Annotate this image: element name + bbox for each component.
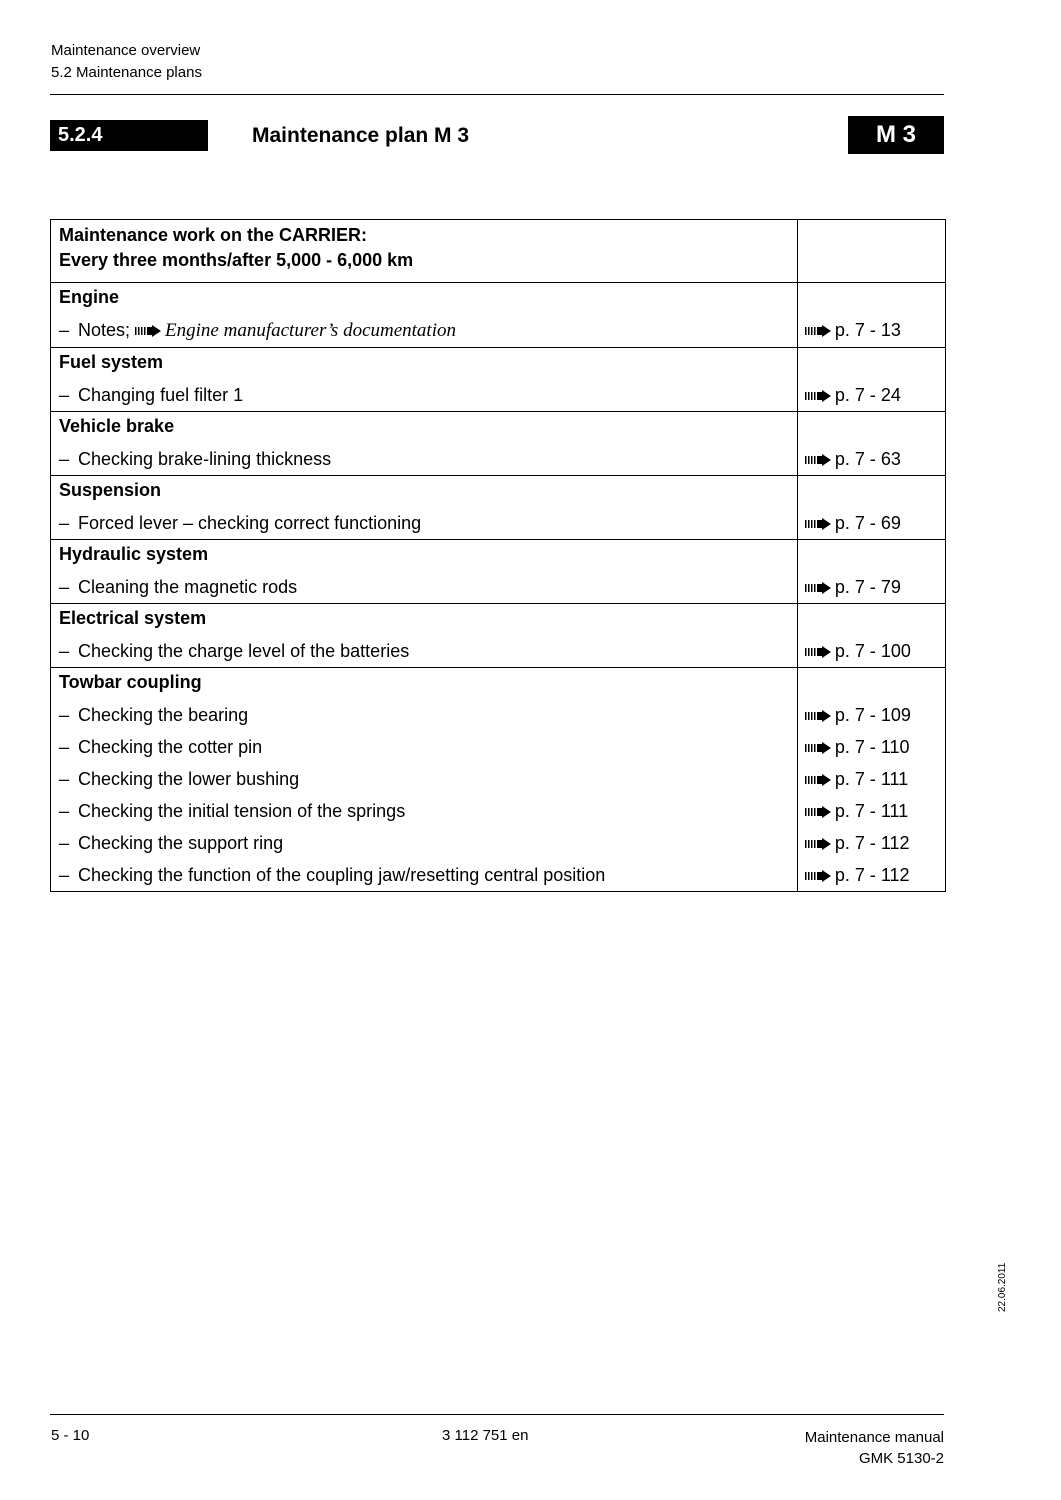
table-header-line1: Maintenance work on the CARRIER: [59, 225, 368, 245]
footer-manual: Maintenance manual [804, 1429, 944, 1446]
revision-date: 22.06.2011 [997, 1262, 1008, 1312]
running-header [51, 40, 202, 84]
task-row [51, 571, 946, 604]
task-cell [51, 859, 798, 892]
page-reference-text: p. 7 - 112 [834, 865, 910, 885]
footer-model: GMK 5130-2 [858, 1450, 944, 1467]
header-chapter: Maintenance overview [51, 42, 201, 59]
category-row [51, 412, 946, 444]
maintenance-table [50, 219, 946, 892]
reference-arrow-icon [805, 838, 835, 850]
category-ref-cell [797, 540, 945, 572]
task-cell [51, 507, 798, 540]
task-text: Engine manufacturer’s documentation [165, 320, 456, 341]
bullet-dash: – [59, 705, 70, 725]
category-ref-cell [797, 348, 945, 380]
bullet-dash: – [59, 577, 70, 597]
category-row [51, 540, 946, 572]
page-reference[interactable] [797, 763, 945, 795]
task-cell [51, 795, 798, 827]
task-prefix: Notes; [78, 320, 131, 340]
reference-arrow-icon [805, 806, 835, 818]
reference-arrow-icon [805, 518, 835, 530]
category-title: Electrical system [51, 604, 798, 636]
bullet-dash: – [59, 385, 70, 405]
task-text: Checking the initial tension of the springs [78, 801, 406, 821]
reference-arrow-icon [805, 710, 835, 722]
task-row [51, 443, 946, 476]
page-reference-text: p. 7 - 111 [834, 769, 909, 789]
task-cell [51, 827, 798, 859]
table-header-line2: Every three months/after 5,000 - 6,000 km [59, 250, 414, 270]
task-cell [51, 443, 798, 476]
page-reference[interactable] [797, 571, 945, 604]
page-reference[interactable] [797, 314, 945, 348]
task-row [51, 379, 946, 412]
task-row [51, 859, 946, 892]
category-ref-cell [797, 668, 945, 700]
task-cell [51, 699, 798, 731]
bullet-dash: – [59, 449, 70, 469]
page-reference-text: p. 7 - 111 [834, 801, 909, 821]
page-reference[interactable] [797, 507, 945, 540]
page-reference[interactable] [797, 795, 945, 827]
page-reference[interactable] [797, 699, 945, 731]
bullet-dash: – [59, 865, 70, 885]
task-text: Checking the lower bushing [78, 769, 300, 789]
reference-arrow-icon [805, 646, 835, 658]
page-reference-text: p. 7 - 112 [834, 833, 910, 853]
category-ref-cell [797, 412, 945, 444]
reference-arrow-icon [805, 870, 835, 882]
task-text: Checking the cotter pin [78, 737, 263, 757]
category-title: Towbar coupling [51, 668, 798, 700]
page-reference-text: p. 7 - 69 [834, 513, 901, 533]
page-reference-text: p. 7 - 79 [834, 577, 901, 597]
category-row [51, 668, 946, 700]
bullet-dash: – [59, 833, 70, 853]
page-reference[interactable] [797, 731, 945, 763]
task-text: Checking the charge level of the batteries [78, 641, 410, 661]
page-reference-text: p. 7 - 110 [834, 737, 910, 757]
task-cell [51, 379, 798, 412]
table-header-ref-cell [797, 220, 945, 283]
task-text: Checking the bearing [78, 705, 249, 725]
bullet-dash: – [59, 641, 70, 661]
reference-arrow-icon [805, 582, 835, 594]
category-title: Vehicle brake [51, 412, 798, 444]
category-row [51, 283, 946, 315]
task-cell [51, 731, 798, 763]
bullet-dash: – [59, 737, 70, 757]
task-text: Cleaning the magnetic rods [78, 577, 298, 597]
task-cell [51, 314, 798, 348]
category-title: Engine [51, 283, 798, 315]
page-reference[interactable] [797, 827, 945, 859]
plan-badge: M 3 [848, 116, 944, 154]
reference-arrow-icon [135, 325, 165, 337]
task-text: Checking the support ring [78, 833, 284, 853]
task-row [51, 314, 946, 348]
task-row [51, 827, 946, 859]
table-header-row [51, 220, 946, 283]
page-reference-text: p. 7 - 109 [834, 705, 911, 725]
page-reference[interactable] [797, 635, 945, 668]
task-row [51, 795, 946, 827]
reference-arrow-icon [805, 390, 835, 402]
page-reference[interactable] [797, 859, 945, 892]
task-cell [51, 571, 798, 604]
category-title: Fuel system [51, 348, 798, 380]
category-title: Hydraulic system [51, 540, 798, 572]
category-row [51, 604, 946, 636]
page-reference-text: p. 7 - 13 [834, 320, 901, 340]
task-text: Checking the function of the coupling jaw/resetting central position [78, 865, 606, 885]
footer-rule [50, 1414, 944, 1415]
section-title: Maintenance plan M 3 [252, 124, 470, 147]
task-text: Checking brake-lining thickness [78, 449, 332, 469]
category-ref-cell [797, 476, 945, 508]
footer-manual-info [805, 1427, 944, 1469]
reference-arrow-icon [805, 774, 835, 786]
task-text: Forced lever – checking correct functioning [78, 513, 422, 533]
header-section: 5.2 Maintenance plans [51, 64, 202, 81]
footer-page-number: 5 - 10 [51, 1427, 90, 1444]
task-cell [51, 763, 798, 795]
footer-doc-number: 3 112 751 en [442, 1427, 529, 1444]
page-reference-text: p. 7 - 63 [834, 449, 901, 469]
category-row [51, 476, 946, 508]
category-ref-cell [797, 604, 945, 636]
task-row [51, 763, 946, 795]
task-cell [51, 635, 798, 668]
bullet-dash: – [59, 320, 70, 340]
header-rule [50, 94, 944, 95]
page-reference-text: p. 7 - 24 [834, 385, 901, 405]
task-row [51, 507, 946, 540]
bullet-dash: – [59, 513, 70, 533]
page-reference-text: p. 7 - 100 [834, 641, 911, 661]
category-row [51, 348, 946, 380]
category-ref-cell [797, 283, 945, 315]
bullet-dash: – [59, 769, 70, 789]
task-row [51, 635, 946, 668]
task-row [51, 699, 946, 731]
table-header-cell [51, 220, 798, 283]
section-number: 5.2.4 [50, 120, 208, 151]
category-title: Suspension [51, 476, 798, 508]
task-text: Changing fuel filter 1 [78, 385, 244, 405]
page-reference[interactable] [797, 379, 945, 412]
reference-arrow-icon [805, 454, 835, 466]
reference-arrow-icon [805, 325, 835, 337]
reference-arrow-icon [805, 742, 835, 754]
bullet-dash: – [59, 801, 70, 821]
task-row [51, 731, 946, 763]
page-reference[interactable] [797, 443, 945, 476]
